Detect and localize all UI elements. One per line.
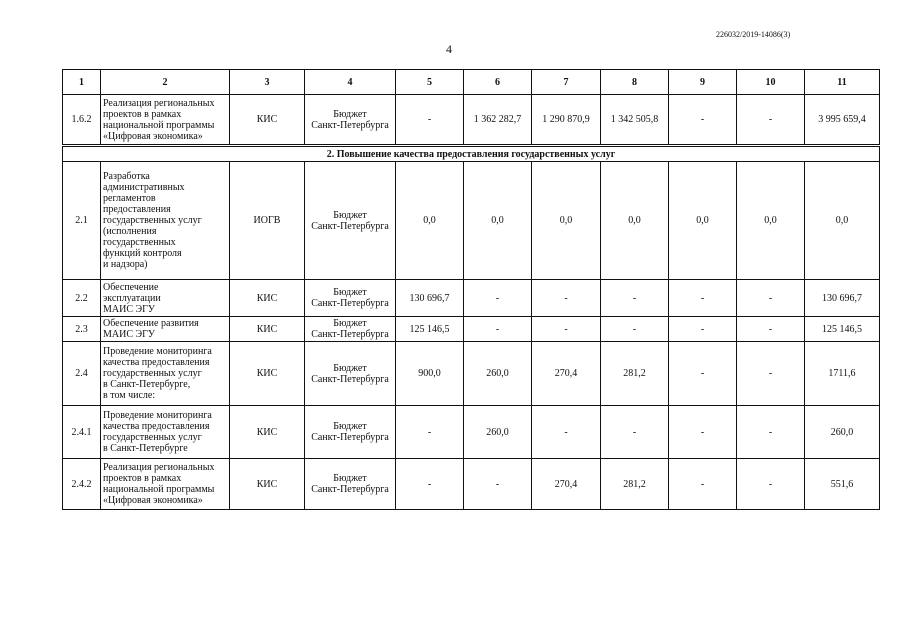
executor: ИОГВ xyxy=(230,162,305,280)
section-row xyxy=(63,146,880,162)
cell-line: Санкт-Петербурга xyxy=(311,220,389,232)
amount-cell: - xyxy=(464,459,532,510)
executor: КИС xyxy=(230,406,305,459)
row-number: 2.4.1 xyxy=(63,406,101,459)
cell-line: эксплуатации xyxy=(103,292,161,304)
cell-line: Санкт-Петербурга xyxy=(311,432,389,443)
cell-line: Санкт-Петербурга xyxy=(311,373,389,385)
amount-cell: 260,0 xyxy=(464,342,532,406)
funding-source xyxy=(305,406,396,459)
cell-line: качества предоставления xyxy=(103,421,210,432)
activity-name xyxy=(101,317,230,342)
amount-cell: 130 696,7 xyxy=(396,280,464,317)
amount-cell: - xyxy=(669,95,737,146)
funding-source xyxy=(305,162,396,280)
cell-line: в том числе: xyxy=(103,390,156,401)
amount-cell: 1711,6 xyxy=(805,342,880,406)
column-header: 11 xyxy=(805,70,880,95)
cell-line: и надзора) xyxy=(103,259,148,270)
document-number: 226032/2019-14086(3) xyxy=(716,30,791,39)
cell-line: проектов в рамках xyxy=(103,108,182,120)
amount-cell: - xyxy=(737,406,805,459)
amount-cell: - xyxy=(532,406,601,459)
amount-cell: - xyxy=(601,280,669,317)
cell-line: функций контроля xyxy=(103,248,182,259)
cell-line: Бюджет xyxy=(333,209,367,221)
amount-cell: 0,0 xyxy=(396,162,464,280)
activity-name xyxy=(101,406,230,459)
amount-cell: - xyxy=(669,459,737,510)
amount-cell: - xyxy=(669,317,737,342)
table-row xyxy=(63,406,880,459)
cell-line: государственных услуг xyxy=(103,215,202,226)
activity-name xyxy=(101,459,230,510)
cell-line: Санкт-Петербурга xyxy=(311,119,389,131)
cell-line: «Цифровая экономика» xyxy=(103,130,203,142)
amount-cell: 0,0 xyxy=(601,162,669,280)
amount-cell: - xyxy=(396,406,464,459)
amount-cell: - xyxy=(601,406,669,459)
cell-line: Обеспечение развития xyxy=(103,318,199,329)
table-row xyxy=(63,342,880,406)
cell-line: государственных услуг xyxy=(103,368,202,379)
table-row xyxy=(63,280,880,317)
amount-cell: 270,4 xyxy=(532,459,601,510)
executor: КИС xyxy=(230,95,305,146)
row-number: 2.1 xyxy=(63,162,101,280)
amount-cell: - xyxy=(601,317,669,342)
column-header: 4 xyxy=(305,70,396,95)
amount-cell: 0,0 xyxy=(532,162,601,280)
amount-cell: 0,0 xyxy=(464,162,532,280)
amount-cell: 270,4 xyxy=(532,342,601,406)
cell-line: Бюджет xyxy=(333,318,367,329)
budget-table xyxy=(62,69,880,510)
cell-line: МАИС ЭГУ xyxy=(103,329,155,340)
amount-cell: - xyxy=(737,317,805,342)
section-title: 2. Повышение качества предоставления государственных услуг xyxy=(63,146,880,162)
table-header-row xyxy=(63,70,880,95)
column-header: 5 xyxy=(396,70,464,95)
activity-name xyxy=(101,95,230,146)
amount-cell: 1 362 282,7 xyxy=(464,95,532,146)
cell-line: качества предоставления xyxy=(103,357,210,368)
column-header: 10 xyxy=(737,70,805,95)
cell-line: Санкт-Петербурга xyxy=(311,329,389,340)
amount-cell: - xyxy=(669,280,737,317)
amount-cell: - xyxy=(669,342,737,406)
table-row xyxy=(63,459,880,510)
table-row xyxy=(63,95,880,146)
funding-source xyxy=(305,342,396,406)
activity-name xyxy=(101,342,230,406)
cell-line: Бюджет xyxy=(333,421,367,432)
column-header: 1 xyxy=(63,70,101,95)
cell-line: государственных xyxy=(103,237,176,248)
amount-cell: 260,0 xyxy=(805,406,880,459)
cell-line: Санкт-Петербурга xyxy=(311,484,389,495)
column-header: 2 xyxy=(101,70,230,95)
amount-cell: 260,0 xyxy=(464,406,532,459)
amount-cell: 1 342 505,8 xyxy=(601,95,669,146)
executor: КИС xyxy=(230,342,305,406)
amount-cell: 1 290 870,9 xyxy=(532,95,601,146)
cell-line: административных xyxy=(103,182,185,193)
amount-cell: - xyxy=(669,406,737,459)
amount-cell: 130 696,7 xyxy=(805,280,880,317)
cell-line: национальной программы xyxy=(103,484,215,495)
amount-cell: - xyxy=(737,342,805,406)
amount-cell: - xyxy=(532,317,601,342)
cell-line: предоставления xyxy=(103,204,171,215)
amount-cell: - xyxy=(464,280,532,317)
row-number: 2.2 xyxy=(63,280,101,317)
table-row xyxy=(63,317,880,342)
cell-line: «Цифровая экономика» xyxy=(103,495,203,506)
cell-line: Бюджет xyxy=(333,287,367,298)
column-header: 9 xyxy=(669,70,737,95)
column-header: 6 xyxy=(464,70,532,95)
cell-line: проектов в рамках xyxy=(103,473,182,484)
cell-line: национальной программы xyxy=(103,119,215,131)
row-number: 2.4.2 xyxy=(63,459,101,510)
amount-cell: - xyxy=(737,459,805,510)
amount-cell: - xyxy=(532,280,601,317)
executor: КИС xyxy=(230,280,305,317)
cell-line: Проведение мониторинга xyxy=(103,410,212,421)
amount-cell: 0,0 xyxy=(669,162,737,280)
column-header: 7 xyxy=(532,70,601,95)
cell-line: Обеспечение xyxy=(103,281,159,293)
funding-source xyxy=(305,95,396,146)
cell-line: государственных услуг xyxy=(103,432,202,443)
amount-cell: 0,0 xyxy=(805,162,880,280)
cell-line: Бюджет xyxy=(333,473,367,484)
funding-source xyxy=(305,317,396,342)
cell-line: в Санкт-Петербурге, xyxy=(103,379,191,390)
amount-cell: 0,0 xyxy=(737,162,805,280)
amount-cell: - xyxy=(396,459,464,510)
column-header: 8 xyxy=(601,70,669,95)
amount-cell: - xyxy=(737,95,805,146)
amount-cell: 551,6 xyxy=(805,459,880,510)
table-row xyxy=(63,162,880,280)
cell-line: Реализация региональных xyxy=(103,462,215,473)
cell-line: (исполнения xyxy=(103,226,157,237)
activity-name xyxy=(101,280,230,317)
cell-line: Бюджет xyxy=(333,108,367,120)
amount-cell: 900,0 xyxy=(396,342,464,406)
amount-cell: - xyxy=(396,95,464,146)
executor: КИС xyxy=(230,317,305,342)
funding-source xyxy=(305,459,396,510)
cell-line: Разработка xyxy=(103,171,150,182)
amount-cell: 125 146,5 xyxy=(805,317,880,342)
activity-name xyxy=(101,162,230,280)
row-number: 2.4 xyxy=(63,342,101,406)
amount-cell: - xyxy=(737,280,805,317)
row-number: 2.3 xyxy=(63,317,101,342)
cell-line: Проведение мониторинга xyxy=(103,346,212,357)
page-number: 4 xyxy=(446,42,452,56)
amount-cell: 281,2 xyxy=(601,342,669,406)
cell-line: Бюджет xyxy=(333,362,367,374)
cell-line: МАИС ЭГУ xyxy=(103,303,155,315)
cell-line: в Санкт-Петербурге xyxy=(103,443,188,454)
amount-cell: 3 995 659,4 xyxy=(805,95,880,146)
cell-line: регламентов xyxy=(103,193,156,204)
column-header: 3 xyxy=(230,70,305,95)
amount-cell: 125 146,5 xyxy=(396,317,464,342)
amount-cell: 281,2 xyxy=(601,459,669,510)
cell-line: Санкт-Петербурга xyxy=(311,298,389,309)
cell-line: Реализация региональных xyxy=(103,97,215,109)
row-number: 1.6.2 xyxy=(63,95,101,146)
funding-source xyxy=(305,280,396,317)
amount-cell: - xyxy=(464,317,532,342)
executor: КИС xyxy=(230,459,305,510)
